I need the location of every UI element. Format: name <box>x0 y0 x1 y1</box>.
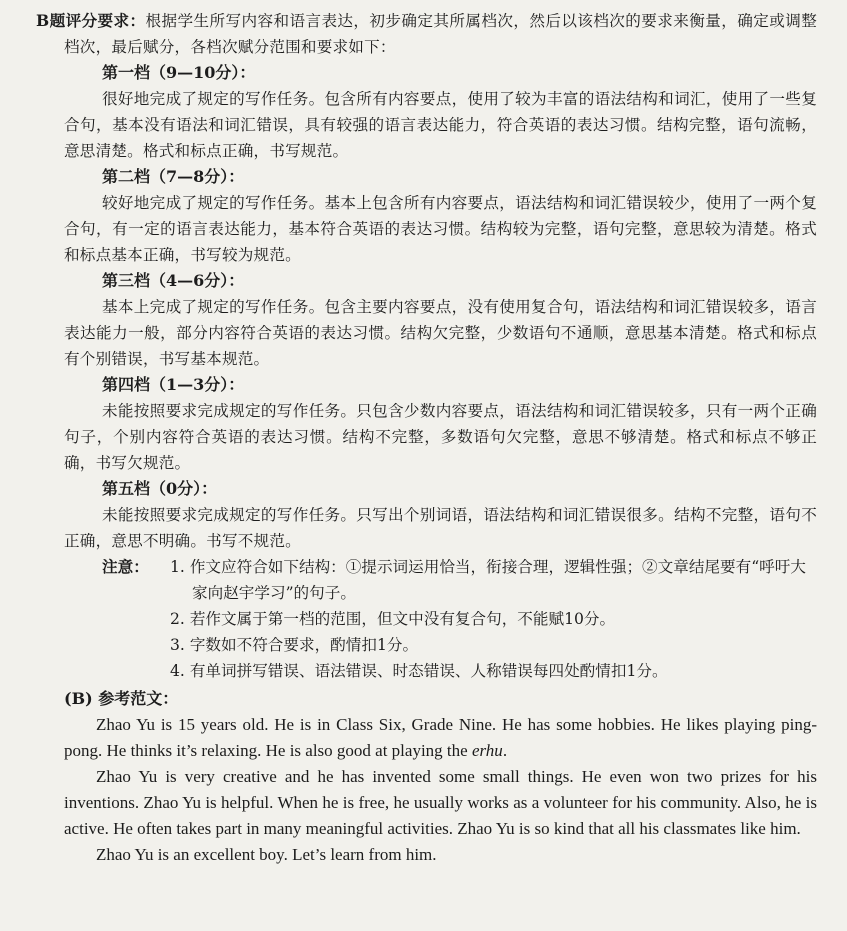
grade-title: 第一档（9—10分）： <box>102 63 256 82</box>
grade-description: 未能按照要求完成规定的写作任务。只包含少数内容要点，语法结构和词汇错误较多，只有一两个正确句子，个别内容符合英语的表达习惯。结构不完整，多数语句欠完整，意思不够清楚。格式和标点不够正确，书写欠规范。 <box>64 402 817 472</box>
grade-title: 第三档（4—6分）： <box>102 271 245 290</box>
scoring-intro <box>36 8 817 60</box>
note-item: 2. 若作文属于第一档的范围，但文中没有复合句，不能赋10分。 <box>170 610 616 628</box>
essay-paragraph-3: Zhao Yu is an excellent boy. Let’s learn from him. <box>96 845 437 864</box>
grade-level-2 <box>64 164 817 268</box>
note-item: 4. 有单词拼写错误、语法错误、时态错误、人称错误每四处酌情扣1分。 <box>170 662 668 680</box>
grade-description: 未能按照要求完成规定的写作任务。只写出个别词语，语法结构和词汇错误很多。结构不完整，语句不正确，意思不明确。书写不规范。 <box>64 506 817 550</box>
notes-list <box>170 554 817 684</box>
notes-label: 注意： <box>102 557 149 576</box>
grade-level-5 <box>64 476 817 554</box>
essay-text: Zhao Yu is 15 years old. He is in Class Six, Grade Nine. He has some hobbies. He likes playing ping-pong. He thinks it’s relaxing. He is also good at playing the <box>64 715 817 760</box>
sample-essay-title: (B) 参考范文： <box>64 689 179 708</box>
essay-paragraph-2: Zhao Yu is very creative and he has invented some small things. He even won two prizes for his inventions. Zhao Yu is helpful. When he is free, he usually works as a volunteer for his community. Also, he is active. He often takes part in many meaningful activities. Zhao Yu is so kind that all his classmates like him. <box>64 767 817 838</box>
grade-description: 很好地完成了规定的写作任务。包含所有内容要点，使用了较为丰富的语法结构和词汇，使用了一些复合句，基本没有语法和词汇错误，具有较强的语言表达能力，符合英语的表达习惯。结构完整，语句流畅，意思清楚。格式和标点正确，书写规范。 <box>64 90 817 160</box>
intro-text: 根据学生所写内容和语言表达，初步确定其所属档次，然后以该档次的要求来衡量，确定或调整档次，最后赋分，各档次赋分范围和要求如下： <box>64 12 817 56</box>
sample-essay <box>64 712 817 868</box>
grade-title: 第五档（0分）： <box>102 479 218 498</box>
grade-level-4 <box>64 372 817 476</box>
intro-label: B题评分要求： <box>36 11 146 30</box>
grade-description: 基本上完成了规定的写作任务。包含主要内容要点，没有使用复合句，语法结构和词汇错误较多，语言表达能力一般，部分内容符合英语的表达习惯。结构欠完整，少数语句不通顺，意思基本清楚。格式和标点有个别错误，书写基本规范。 <box>64 298 817 368</box>
grade-title: 第二档（7—8分）： <box>102 167 245 186</box>
grade-level-1 <box>64 60 817 164</box>
essay-paragraph-1 <box>64 712 817 764</box>
essay-text: . <box>502 741 508 760</box>
grade-level-3 <box>64 268 817 372</box>
notes-section <box>102 554 817 684</box>
note-item: 3. 字数如不符合要求，酌情扣1分。 <box>170 636 419 654</box>
grade-description: 较好地完成了规定的写作任务。基本上包含所有内容要点，语法结构和词汇错误较少，使用了一两个复合句，有一定的语言表达能力，基本符合英语的表达习惯。结构较为完整，语句完整，意思较为清楚。格式和标点基本正确，书写较为规范。 <box>64 194 817 264</box>
note-item: 1. 作文应符合如下结构：①提示词运用恰当，衔接合理，逻辑性强；②文章结尾要有“呼吁大家向赵宇学习”的句子。 <box>170 558 806 602</box>
grade-title: 第四档（1—3分）： <box>102 375 245 394</box>
essay-italic-term: erhu <box>471 741 503 760</box>
